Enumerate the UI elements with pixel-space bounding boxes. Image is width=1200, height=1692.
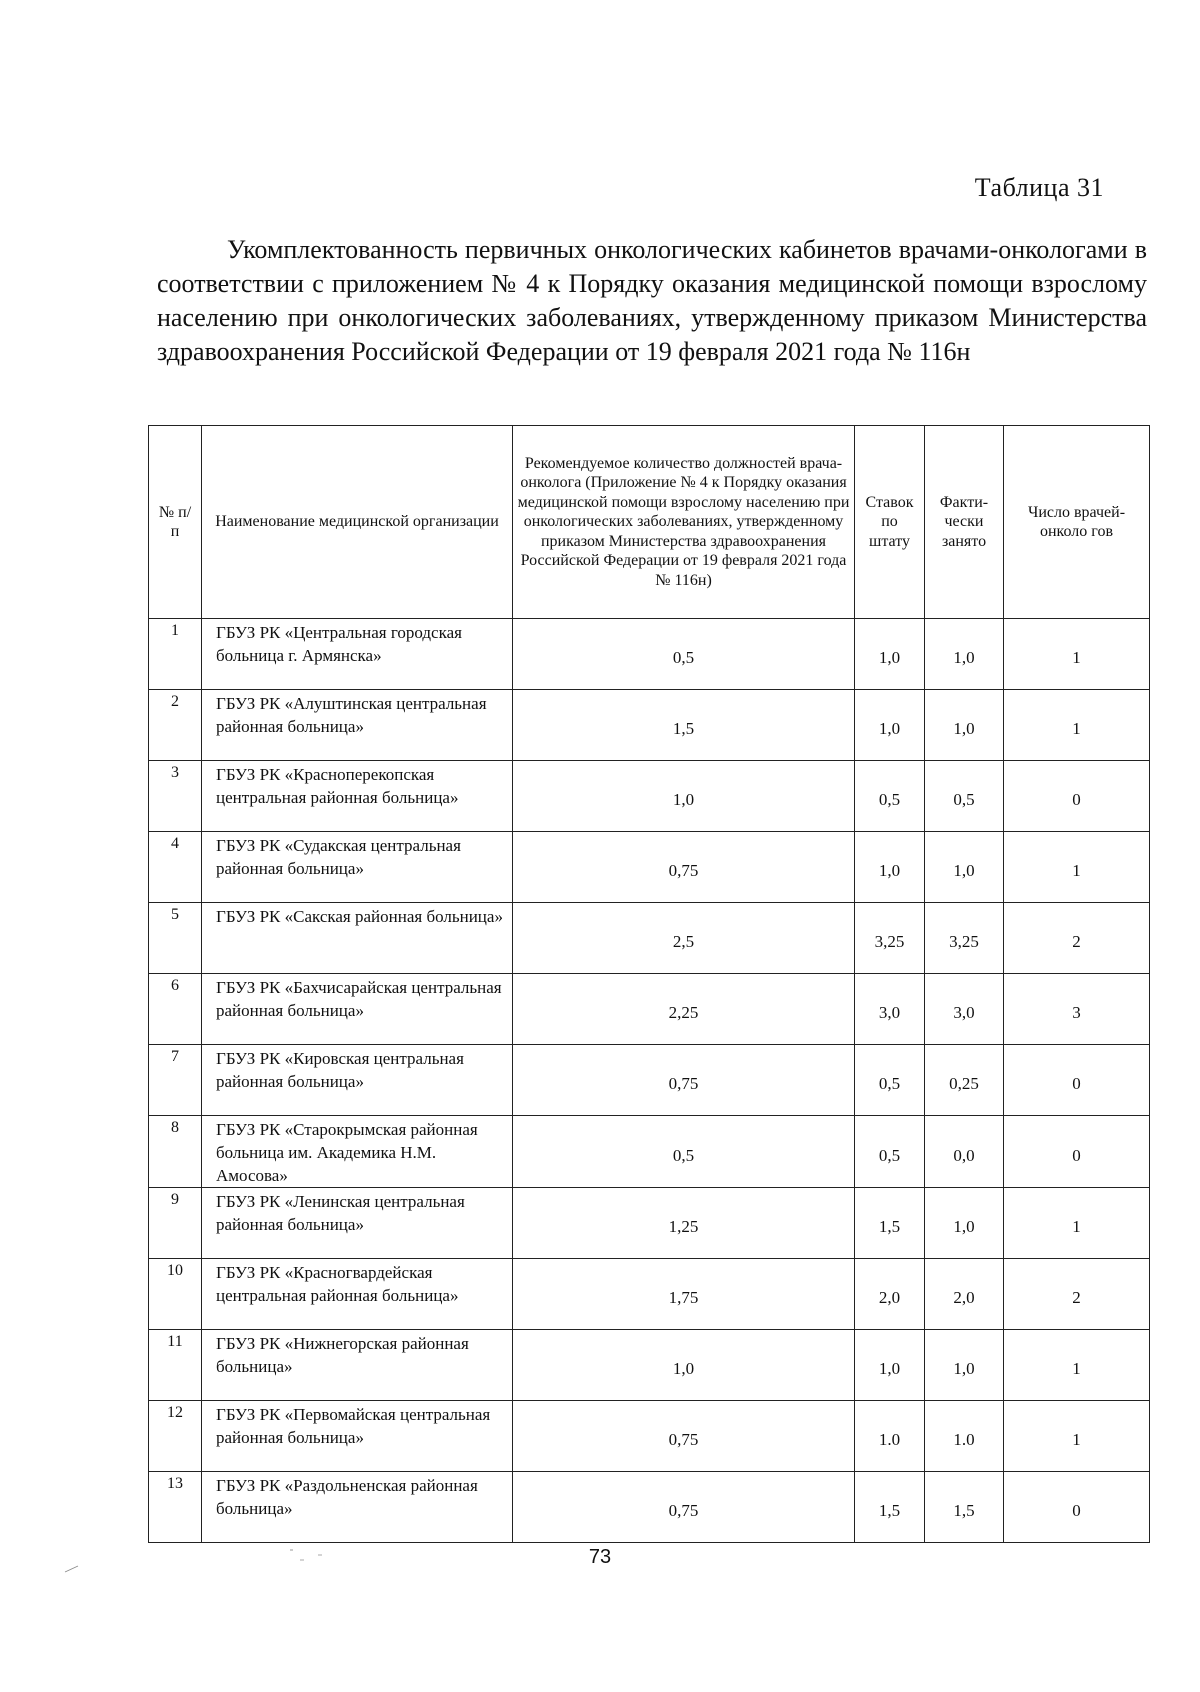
doctors-cell: 2 bbox=[1004, 1259, 1150, 1330]
table-header bbox=[149, 426, 1150, 619]
row-number-cell: 10 bbox=[149, 1259, 202, 1330]
organization-cell: ГБУЗ РК «Алуштинская центральная районная больница» bbox=[202, 690, 513, 761]
doctors-cell: 0 bbox=[1004, 761, 1150, 832]
table-row bbox=[149, 690, 1150, 761]
table-row bbox=[149, 1045, 1150, 1116]
recommended-cell: 1,75 bbox=[513, 1259, 855, 1330]
staff-cell: 0,5 bbox=[855, 761, 925, 832]
table-row bbox=[149, 761, 1150, 832]
organization-cell: ГБУЗ РК «Ленинская центральная районная больница» bbox=[202, 1188, 513, 1259]
row-number-cell: 4 bbox=[149, 832, 202, 903]
organization-cell: ГБУЗ РК «Первомайская центральная районная больница» bbox=[202, 1401, 513, 1472]
recommended-cell: 0,75 bbox=[513, 1472, 855, 1543]
doctors-cell: 0 bbox=[1004, 1116, 1150, 1188]
staff-cell: 1.0 bbox=[855, 1401, 925, 1472]
doctors-cell: 0 bbox=[1004, 1472, 1150, 1543]
table-label: Таблица 31 bbox=[974, 173, 1104, 202]
occupied-cell: 2,0 bbox=[925, 1259, 1004, 1330]
table-row bbox=[149, 1472, 1150, 1543]
row-number-cell: 3 bbox=[149, 761, 202, 832]
organization-cell: ГБУЗ РК «Судакская центральная районная больница» bbox=[202, 832, 513, 903]
header-num: № п/ п bbox=[149, 426, 202, 619]
row-number-cell: 6 bbox=[149, 974, 202, 1045]
staff-cell: 3,25 bbox=[855, 903, 925, 974]
recommended-cell: 0,75 bbox=[513, 832, 855, 903]
page-number: 73 bbox=[588, 1546, 612, 1568]
doctors-cell: 1 bbox=[1004, 1188, 1150, 1259]
document-title: Укомплектованность первичных онкологических кабинетов врачами-онкологами в соответствии с приложением № 4 к Порядку оказания медицинской помощи взрослому населению при онкологических заболеваниях, утвержденному приказом Министерства здравоохранения Российской Федерации от 19 февраля 2021 года № 116н bbox=[157, 235, 1147, 366]
occupied-cell: 0,25 bbox=[925, 1045, 1004, 1116]
table-row bbox=[149, 1259, 1150, 1330]
occupied-cell: 0,0 bbox=[925, 1116, 1004, 1188]
row-number-cell: 7 bbox=[149, 1045, 202, 1116]
doctors-cell: 1 bbox=[1004, 1401, 1150, 1472]
occupied-cell: 1,0 bbox=[925, 619, 1004, 690]
occupied-cell: 3,25 bbox=[925, 903, 1004, 974]
row-number-cell: 13 bbox=[149, 1472, 202, 1543]
recommended-cell: 1,25 bbox=[513, 1188, 855, 1259]
staff-cell: 1,0 bbox=[855, 1330, 925, 1401]
organization-cell: ГБУЗ РК «Красногвардейская центральная районная больница» bbox=[202, 1259, 513, 1330]
row-number-cell: 1 bbox=[149, 619, 202, 690]
row-number-cell: 12 bbox=[149, 1401, 202, 1472]
recommended-cell: 0,5 bbox=[513, 1116, 855, 1188]
table-row bbox=[149, 903, 1150, 974]
doctors-cell: 1 bbox=[1004, 690, 1150, 761]
recommended-cell: 0,75 bbox=[513, 1401, 855, 1472]
occupied-cell: 1,0 bbox=[925, 690, 1004, 761]
row-number-cell: 8 bbox=[149, 1116, 202, 1188]
header-doctors: Число врачей-онколо гов bbox=[1004, 426, 1150, 619]
row-number-cell: 9 bbox=[149, 1188, 202, 1259]
doctors-cell: 1 bbox=[1004, 1330, 1150, 1401]
table-row bbox=[149, 1188, 1150, 1259]
organization-cell: ГБУЗ РК «Кировская центральная районная больница» bbox=[202, 1045, 513, 1116]
staff-cell: 2,0 bbox=[855, 1259, 925, 1330]
doctors-cell: 0 bbox=[1004, 1045, 1150, 1116]
table-row bbox=[149, 1330, 1150, 1401]
doctors-cell: 1 bbox=[1004, 619, 1150, 690]
organization-cell: ГБУЗ РК «Раздольненская районная больница» bbox=[202, 1472, 513, 1543]
recommended-cell: 2,25 bbox=[513, 974, 855, 1045]
staff-cell: 3,0 bbox=[855, 974, 925, 1045]
organization-cell: ГБУЗ РК «Сакская районная больница» bbox=[202, 903, 513, 974]
occupied-cell: 1,5 bbox=[925, 1472, 1004, 1543]
header-occupied: Факти-чески занято bbox=[925, 426, 1004, 619]
table-row bbox=[149, 974, 1150, 1045]
row-number-cell: 2 bbox=[149, 690, 202, 761]
header-organization: Наименование медицинской организации bbox=[202, 426, 513, 619]
organization-cell: ГБУЗ РК «Центральная городская больница г. Армянска» bbox=[202, 619, 513, 690]
row-number-cell: 11 bbox=[149, 1330, 202, 1401]
doctors-cell: 3 bbox=[1004, 974, 1150, 1045]
organization-cell: ГБУЗ РК «Бахчисарайская центральная районная больница» bbox=[202, 974, 513, 1045]
row-number-cell: 5 bbox=[149, 903, 202, 974]
staffing-table bbox=[148, 425, 1150, 1543]
recommended-cell: 0,75 bbox=[513, 1045, 855, 1116]
occupied-cell: 1,0 bbox=[925, 832, 1004, 903]
staff-cell: 1,0 bbox=[855, 832, 925, 903]
occupied-cell: 1,0 bbox=[925, 1188, 1004, 1259]
recommended-cell: 0,5 bbox=[513, 619, 855, 690]
recommended-cell: 2,5 bbox=[513, 903, 855, 974]
occupied-cell: 1,0 bbox=[925, 1330, 1004, 1401]
staff-cell: 1,5 bbox=[855, 1472, 925, 1543]
occupied-cell: 3,0 bbox=[925, 974, 1004, 1045]
organization-cell: ГБУЗ РК «Красноперекопская центральная районная больница» bbox=[202, 761, 513, 832]
header-recommended: Рекомендуемое количество должностей врача-онколога (Приложение № 4 к Порядку оказания медицинской помощи взрослому населению при онкологических заболеваниях, утвержденному приказом Министерства здравоохранения Российской Федерации от 19 февраля 2021 года № 116н) bbox=[513, 426, 855, 619]
staff-cell: 0,5 bbox=[855, 1116, 925, 1188]
recommended-cell: 1,0 bbox=[513, 761, 855, 832]
staff-cell: 0,5 bbox=[855, 1045, 925, 1116]
staff-cell: 1,5 bbox=[855, 1188, 925, 1259]
organization-cell: ГБУЗ РК «Старокрымская районная больница им. Академика Н.М. Амосова» bbox=[202, 1116, 513, 1188]
organization-cell: ГБУЗ РК «Нижнегорская районная больница» bbox=[202, 1330, 513, 1401]
doctors-cell: 1 bbox=[1004, 832, 1150, 903]
table-body bbox=[149, 619, 1150, 1543]
table-row bbox=[149, 1401, 1150, 1472]
staff-cell: 1,0 bbox=[855, 619, 925, 690]
doctors-cell: 2 bbox=[1004, 903, 1150, 974]
table-row bbox=[149, 1116, 1150, 1188]
staff-cell: 1,0 bbox=[855, 690, 925, 761]
recommended-cell: 1,0 bbox=[513, 1330, 855, 1401]
occupied-cell: 1.0 bbox=[925, 1401, 1004, 1472]
header-staff: Ставок по штату bbox=[855, 426, 925, 619]
table-row bbox=[149, 832, 1150, 903]
recommended-cell: 1,5 bbox=[513, 690, 855, 761]
table-row bbox=[149, 619, 1150, 690]
occupied-cell: 0,5 bbox=[925, 761, 1004, 832]
